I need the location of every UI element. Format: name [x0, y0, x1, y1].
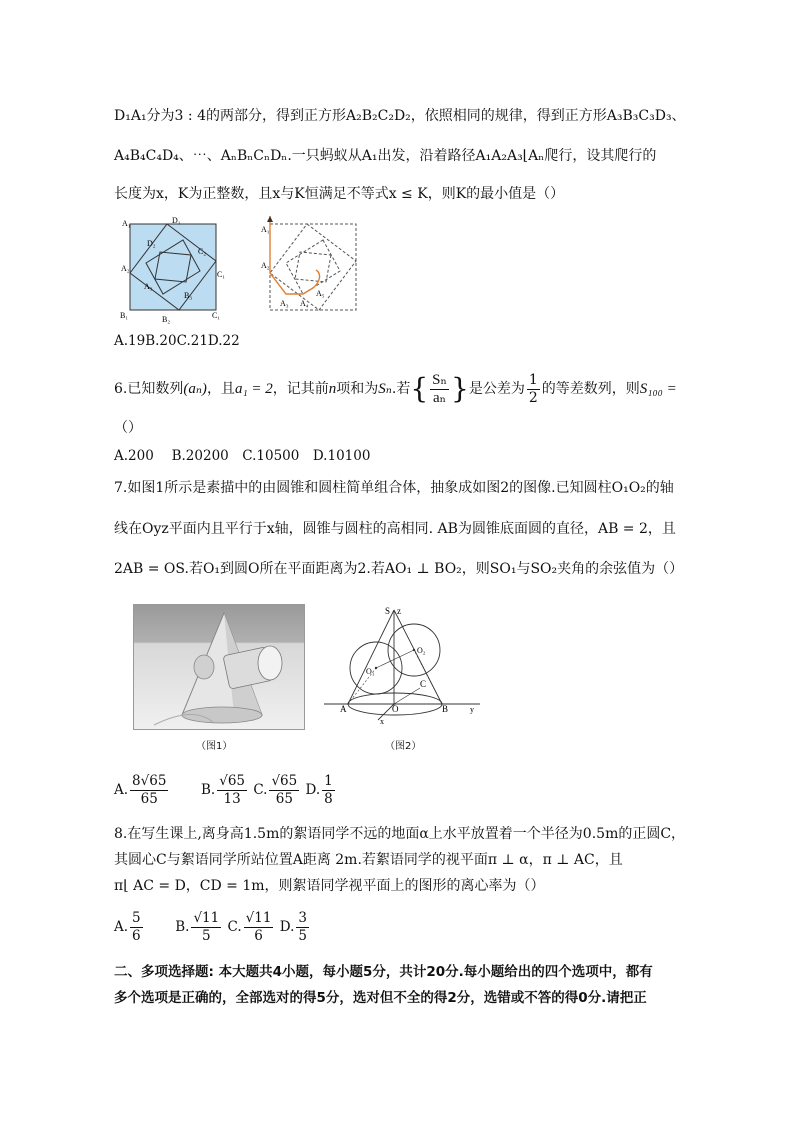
q7-opt-c-label: C.	[253, 782, 268, 798]
q7-opt-c-frac	[269, 773, 299, 808]
q6-sn: Sₙ	[378, 381, 392, 397]
q5-options: A.19B.20C.21D.22	[114, 333, 240, 349]
fig-label-z: z	[397, 606, 401, 616]
q7-opt-d-den: 8	[324, 791, 333, 807]
fig2-label-a2: A₂	[261, 261, 270, 270]
fig2-label-a4: A₄	[300, 299, 309, 308]
q8-line-2: 其圆心C与絮语同学所站位置A距离 2m.若絮语同学的视平面π ⊥ α，π ⊥ AC，且	[114, 852, 623, 868]
fig1-label-b2: B₂	[162, 315, 171, 324]
q6-seq: (aₙ)	[183, 381, 207, 397]
q6-stem	[114, 369, 677, 409]
fig1-label-b1: B₁	[120, 311, 129, 320]
q7-opt-b-den: 13	[223, 791, 241, 807]
q6-frac-half	[527, 372, 540, 407]
fig1-label-a2: A₂	[121, 264, 130, 273]
q8-opt-d-frac	[296, 910, 309, 945]
fig2-label-a1: A₁	[261, 225, 270, 234]
q7-opt-b-label: B.	[201, 782, 216, 798]
fig1-label-a1: A₁	[122, 219, 131, 228]
fig1-label-d1: D₁	[172, 216, 181, 225]
q7-figure-sketch	[133, 604, 305, 730]
q7-opt-b-num: √65	[219, 773, 246, 789]
fig1-label-a3: A₃	[144, 282, 153, 291]
fig-label-c: C	[420, 679, 427, 689]
q6-options: A.200 B.20200 C.10500 D.10100	[114, 448, 371, 464]
fig-label-a: A	[340, 704, 347, 714]
q7-line-2: 线在Oyz平面内且平行于x轴，圆锥与圆柱的高相同. AB为圆锥底面圆的直径，AB = 2，且	[114, 521, 676, 537]
q5-line-1: D₁A₁分为3 : 4的两部分，得到正方形A₂B₂C₂D₂，依照相同的规律，得到正方形A₃B₃C₃D₃、	[114, 108, 686, 124]
q6-frac-sn-an	[430, 372, 449, 407]
q8-opt-c-frac	[244, 910, 274, 945]
q6-stem-g: 的等差数列，则	[541, 381, 640, 397]
q7-opt-c-den: 65	[275, 791, 293, 807]
q7-line-1: 7.如图1所示是素描中的由圆锥和圆柱简单组合体，抽象成如图2的图像.已知圆柱O₁O₂的轴	[114, 480, 674, 496]
fig-label-b: B	[442, 704, 449, 714]
q6-frac-den: aₙ	[433, 389, 447, 406]
q8-opt-a-num: 5	[132, 910, 141, 926]
q7-opt-d-label: D.	[305, 782, 321, 798]
q8-opt-a-den: 6	[132, 928, 141, 944]
q7-opt-d-num: 1	[324, 773, 333, 789]
fig1-label-d2: D₂	[147, 239, 156, 248]
fig-label-o: O	[392, 704, 399, 714]
q6-stem-a: 6.已知数列	[114, 381, 184, 397]
q7-opt-a-frac	[130, 773, 168, 808]
q6-half-num: 1	[528, 371, 538, 388]
q6-stem-f: 是公差为	[468, 381, 525, 397]
q8-opt-d-den: 5	[298, 928, 307, 944]
q5-line-2: A₄B₄C₄D₄、⋯、AₙBₙCₙDₙ.一只蚂蚁从A₁出发，沿着路径A₁A₂A₃⌊Aₙ爬行，设其爬行的	[114, 148, 657, 164]
q6-frac-num: Sₙ	[432, 371, 447, 388]
q7-fig2-caption: （图2）	[385, 741, 422, 752]
q8-opt-c-num: √11	[245, 910, 272, 926]
q6-brace-right: }	[451, 372, 469, 405]
q5-figure-ant-path	[258, 214, 368, 324]
fig1-label-c2: C₂	[198, 247, 207, 256]
q8-opt-d-label: D.	[279, 919, 295, 935]
q8-opt-b-frac	[191, 910, 221, 945]
q6-stem-c: ，记其前	[272, 381, 329, 397]
q7-figure-geometry	[320, 602, 490, 732]
q6-brace-left: {	[410, 372, 429, 405]
fig2-label-a3: A₃	[280, 299, 289, 308]
q7-line-3: 2AB = OS.若O₁到圆O所在平面距离为2.若AO₁ ⊥ BO₂，则SO₁与SO₂夹角的余弦值为（）	[114, 561, 684, 577]
q6-a1: a₁ = 2	[234, 381, 273, 397]
section2-line-1: 二、多项选择题: 本大题共4小题，每小题5分，共计20分.每小题给出的四个选项中，都有	[114, 964, 653, 980]
q6-stem-d: 项和为	[336, 381, 379, 397]
q7-opt-b-frac	[217, 773, 247, 808]
fig-label-s: S	[385, 606, 391, 616]
q7-opt-c-num: √65	[271, 773, 298, 789]
q7-opt-d-frac	[322, 773, 335, 808]
section2-line-2: 多个选项是正确的，全部选对的得5分，选对但不全的得2分，选错或不答的得0分.请把正	[114, 990, 647, 1006]
q7-opt-a-label: A.	[114, 782, 129, 798]
q5-line-3: 长度为x，K为正整数，且x与K恒满足不等式x ≤ K，则K的最小值是（）	[114, 186, 565, 202]
q7-opt-a-den: 65	[140, 791, 158, 807]
q6-stem-e: .若	[391, 381, 411, 397]
q6-half-den: 2	[528, 389, 538, 406]
fig1-label-c1: C₁	[212, 311, 221, 320]
q8-options	[114, 905, 311, 949]
q8-opt-a-label: A.	[114, 919, 129, 935]
q5-figure-nested-squares	[118, 214, 228, 324]
q8-opt-b-label: B.	[175, 919, 190, 935]
q6-s100: S₁₀₀ =	[639, 381, 677, 397]
q8-line-1: 8.在写生课上,离身高1.5m的絮语同学不远的地面α上水平放置着一个半径为0.5m的正圆C，	[114, 826, 686, 842]
q6-stem-b: ，且	[206, 381, 235, 397]
fig-label-x: x	[380, 717, 384, 726]
fig2-label-a5: A₅	[316, 289, 325, 298]
fig-label-o1: O₁	[366, 667, 375, 676]
q7-fig1-caption: （图1）	[196, 741, 233, 752]
q6-n: n	[328, 381, 337, 397]
q8-line-3: π⌊ AC = D，CD = 1m，则絮语同学视平面上的图形的离心率为（）	[114, 878, 545, 894]
fig-label-y: y	[470, 705, 474, 714]
fig1-label-c1-right: C₁	[217, 270, 226, 279]
q8-opt-a-frac	[130, 910, 143, 945]
fig1-label-b3: B₃	[184, 291, 193, 300]
q6-blank: （）	[114, 420, 142, 436]
q8-opt-b-den: 5	[202, 928, 211, 944]
q8-opt-c-den: 6	[254, 928, 263, 944]
fig-label-o2: O₂	[417, 646, 426, 655]
q7-opt-a-num: 8√65	[132, 773, 167, 789]
q8-opt-c-label: C.	[227, 919, 242, 935]
q8-opt-b-num: √11	[193, 910, 220, 926]
q7-options	[114, 768, 337, 812]
q8-opt-d-num: 3	[298, 910, 307, 926]
